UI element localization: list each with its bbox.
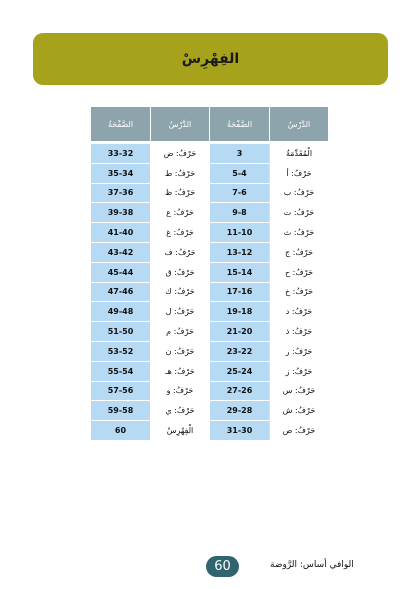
table-body <box>90 144 328 441</box>
lesson-name-cell: الْفِهْرِسْ <box>150 421 209 441</box>
page-range-cell: 13-12 <box>209 243 269 263</box>
page-range-cell: 11-10 <box>209 223 269 243</box>
title-banner <box>33 33 388 85</box>
page-title: الفِهْرِسْ <box>181 51 240 67</box>
lesson-name-cell: حَرْفُ: ك <box>150 283 209 303</box>
lesson-name-cell: حَرْفُ: ظ <box>150 184 209 204</box>
page-range-cell: 53-52 <box>90 342 150 362</box>
table-row <box>90 243 328 263</box>
lesson-name-cell: حَرْفُ: ق <box>150 263 209 283</box>
page-range-cell: 49-48 <box>90 302 150 322</box>
page-range-cell: 25-24 <box>209 362 269 382</box>
table-row <box>90 144 328 164</box>
table-header-row <box>90 107 328 144</box>
page-range-cell: 37-36 <box>90 184 150 204</box>
page-range-cell: 31-30 <box>209 421 269 441</box>
table-row <box>90 362 328 382</box>
page-range-cell: 39-38 <box>90 203 150 223</box>
lesson-name-cell: حَرْفُ: ج <box>269 243 328 263</box>
table-row <box>90 263 328 283</box>
page-range-cell: 60 <box>90 421 150 441</box>
page-range-cell: 47-46 <box>90 283 150 303</box>
table-row <box>90 401 328 421</box>
lesson-name-cell: حَرْفُ: ط <box>150 164 209 184</box>
page-range-cell: 21-20 <box>209 322 269 342</box>
lesson-name-cell: حَرْفُ: م <box>150 322 209 342</box>
page-range-cell: 29-28 <box>209 401 269 421</box>
page-range-cell: 23-22 <box>209 342 269 362</box>
table-row <box>90 203 328 223</box>
column-header-lesson-1: الدَّرْسُ <box>269 107 328 144</box>
page-range-cell: 33-32 <box>90 144 150 164</box>
index-table <box>90 107 328 441</box>
lesson-name-cell: حَرْفُ: ض <box>150 144 209 164</box>
lesson-name-cell: الْمُقَدِّمَةُ <box>269 144 328 164</box>
page-range-cell: 41-40 <box>90 223 150 243</box>
lesson-name-cell: حَرْفُ: ز <box>269 362 328 382</box>
lesson-name-cell: حَرْفُ: خ <box>269 283 328 303</box>
lesson-name-cell: حَرْفُ: د <box>269 302 328 322</box>
table-row <box>90 342 328 362</box>
page-range-cell: 5-4 <box>209 164 269 184</box>
table-row <box>90 302 328 322</box>
table-row <box>90 421 328 441</box>
page-range-cell: 27-26 <box>209 382 269 402</box>
lesson-name-cell: حَرْفُ: ث <box>269 223 328 243</box>
column-header-lesson-2: الدَّرْسُ <box>150 107 209 144</box>
page-range-cell: 45-44 <box>90 263 150 283</box>
table-row <box>90 322 328 342</box>
table-row <box>90 223 328 243</box>
table-row <box>90 382 328 402</box>
lesson-name-cell: حَرْفُ: ش <box>269 401 328 421</box>
table-row <box>90 283 328 303</box>
page-range-cell: 43-42 <box>90 243 150 263</box>
lesson-name-cell: حَرْفُ: ح <box>269 263 328 283</box>
page-range-cell: 55-54 <box>90 362 150 382</box>
lesson-name-cell: حَرْفُ: هـ <box>150 362 209 382</box>
lesson-name-cell: حَرْفُ: س <box>269 382 328 402</box>
lesson-name-cell: حَرْفُ: أ <box>269 164 328 184</box>
page-range-cell: 17-16 <box>209 283 269 303</box>
lesson-name-cell: حَرْفُ: ي <box>150 401 209 421</box>
page-range-cell: 57-56 <box>90 382 150 402</box>
lesson-name-cell: حَرْفُ: ص <box>269 421 328 441</box>
page-range-cell: 35-34 <box>90 164 150 184</box>
lesson-name-cell: حَرْفُ: ع <box>150 203 209 223</box>
column-header-page-1: الصَّفْحَةُ <box>209 107 269 144</box>
page-number-badge <box>206 556 239 577</box>
page-range-cell: 3 <box>209 144 269 164</box>
table-row <box>90 184 328 204</box>
lesson-name-cell: حَرْفُ: ذ <box>269 322 328 342</box>
page-range-cell: 51-50 <box>90 322 150 342</box>
page-range-cell: 9-8 <box>209 203 269 223</box>
lesson-name-cell: حَرْفُ: ر <box>269 342 328 362</box>
book-title: الوافي أساس: الرَّوضة <box>270 560 354 570</box>
table-row <box>90 164 328 184</box>
column-header-page-2: الصَّفْحَةُ <box>90 107 150 144</box>
page-range-cell: 59-58 <box>90 401 150 421</box>
lesson-name-cell: حَرْفُ: ت <box>269 203 328 223</box>
lesson-name-cell: حَرْفُ: ف <box>150 243 209 263</box>
page-range-cell: 7-6 <box>209 184 269 204</box>
page-number: 60 <box>214 559 231 574</box>
page-range-cell: 19-18 <box>209 302 269 322</box>
lesson-name-cell: حَرْفُ: ل <box>150 302 209 322</box>
lesson-name-cell: حَرْفُ: ن <box>150 342 209 362</box>
lesson-name-cell: حَرْفُ: ب <box>269 184 328 204</box>
page-range-cell: 15-14 <box>209 263 269 283</box>
lesson-name-cell: حَرْفُ: و <box>150 382 209 402</box>
lesson-name-cell: حَرْفُ: غ <box>150 223 209 243</box>
